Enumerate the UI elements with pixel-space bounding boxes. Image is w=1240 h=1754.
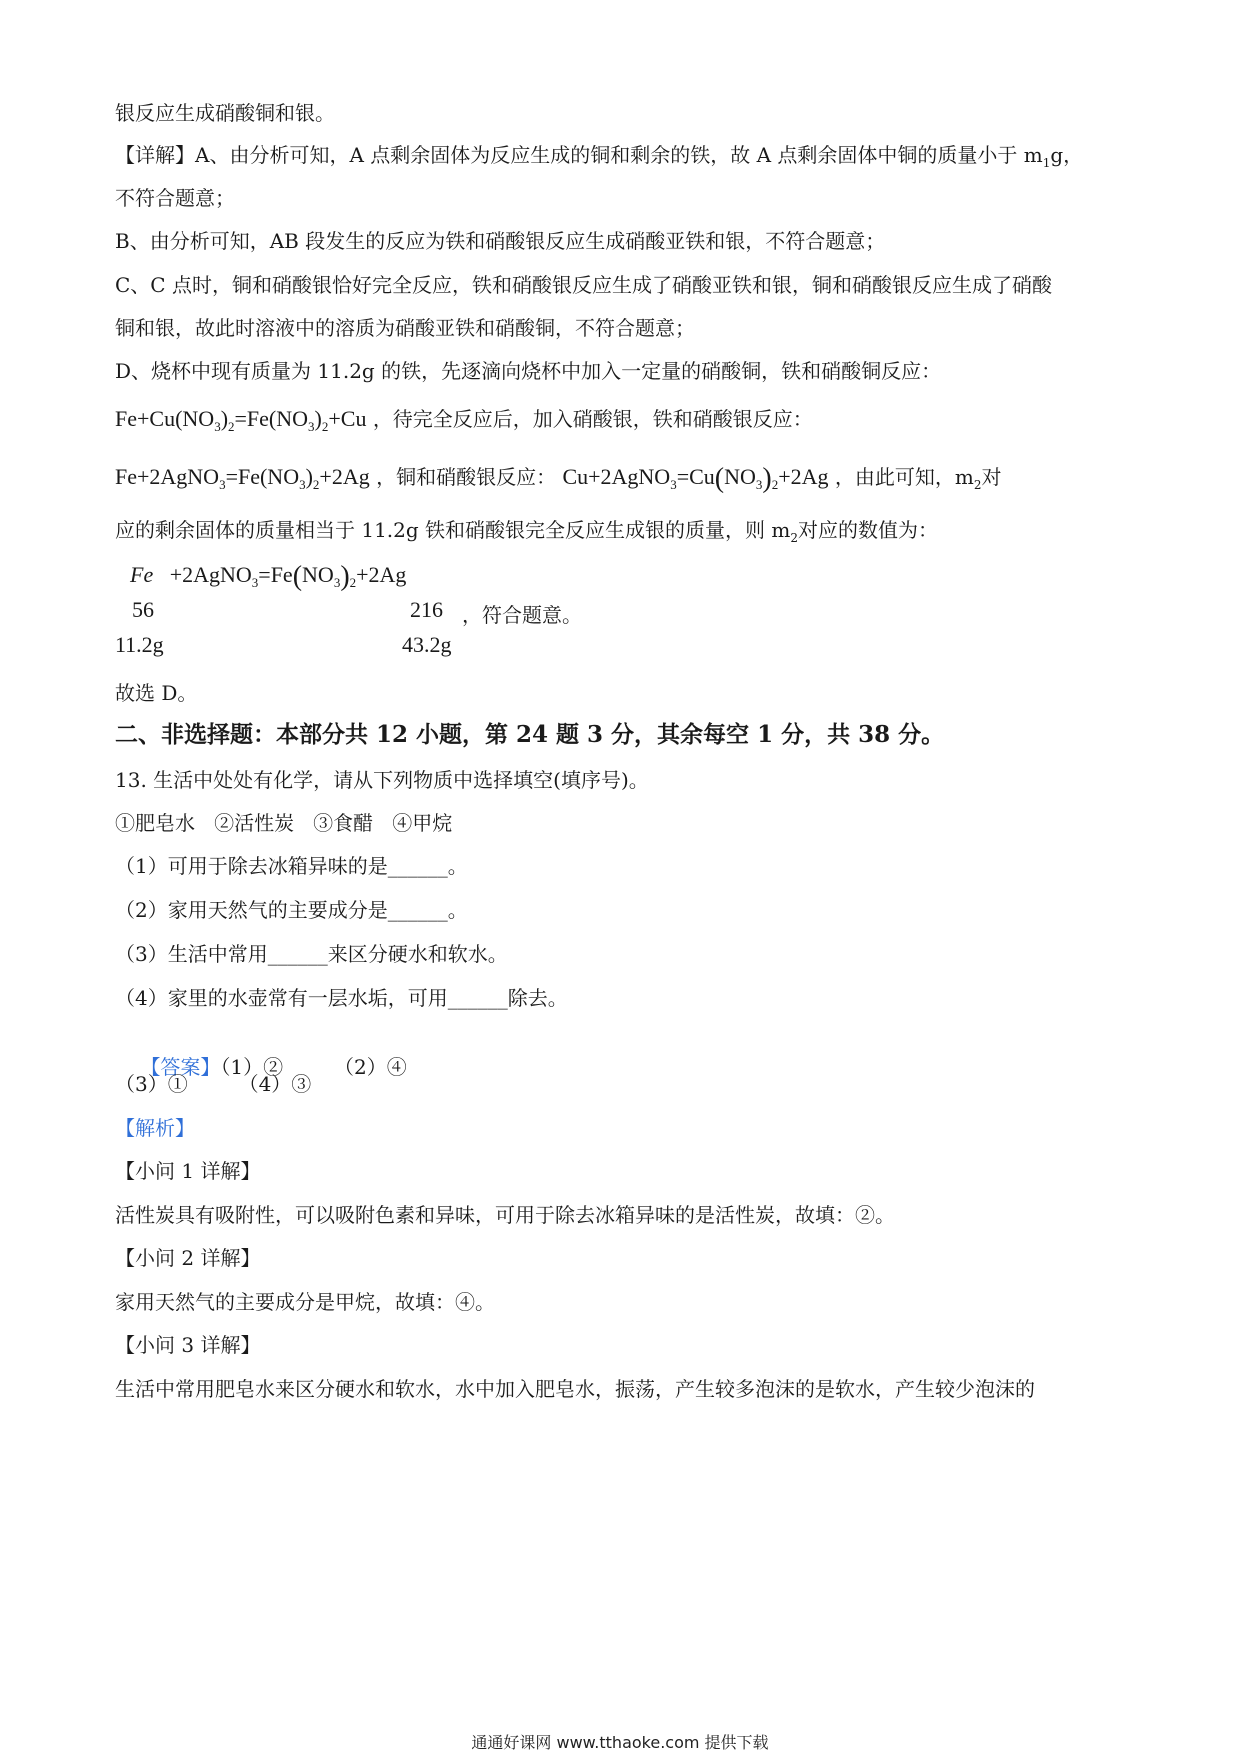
subscript: 2 [973, 478, 982, 492]
subscript: 2 [790, 531, 799, 545]
chemical-equation: $Cu+2AgNO_3=Cu(NO_3)_2+2Ag$ [562, 463, 829, 494]
text-line [115, 680, 197, 706]
section-heading: 二、非选择题：本部分共 12 小题，第 24 题 3 分，其余每空 1 分，共 38 分。 [115, 721, 945, 748]
question-part: （3）生活中常用______来区分硬水和软水。 [115, 942, 508, 966]
analysis-label: 【解析】 [115, 1116, 195, 1140]
calculation-equation: Fe $+2AgNO_3=Fe(NO_3)_2+2Ag$ [130, 561, 407, 592]
text-line [115, 315, 695, 341]
options-line: ①肥皂水 ②活性炭 ③食醋 ④甲烷 [115, 811, 453, 835]
text-run: g， [1050, 143, 1084, 167]
equation-line [115, 464, 1001, 498]
question-text: 13. 生活中处处有化学，请从下列物质中选择填空(填序号)。 [115, 768, 649, 792]
sub-heading: 【小问 3 详解】 [115, 1333, 261, 1357]
chemical-equation: $Fe+2AgNO_3=Fe(NO_3)_2+2Ag$ [115, 464, 370, 492]
text-run: D、烧杯中现有质量为 11.2g 的铁，先逐滴向烧杯中加入一定量的硝酸铜，铁和硝酸铜反应： [115, 359, 942, 383]
text-line [115, 517, 938, 551]
text-run: 不符合题意； [115, 186, 235, 210]
text-line [115, 228, 885, 254]
text-run: 应的剩余固体的质量相当于 11.2g 铁和硝酸银完全反应生成银的质量，则 m [115, 518, 791, 542]
text-line [115, 100, 335, 126]
text-run: 【详解】A、由分析可知，A 点剩余固体为反应生成的铜和剩余的铁，故 A 点剩余固体中铜的质量小于 m [115, 143, 1043, 167]
text-line: 生活中常用肥皂水来区分硬水和软水，水中加入肥皂水，振荡，产生较多泡沫的是软水，产生较少泡沫的 [115, 1377, 1035, 1401]
text-line: 活性炭具有吸附性，可以吸附色素和异味，可用于除去冰箱异味的是活性炭，故填：②。 [115, 1203, 895, 1227]
sub-heading: 【小问 1 详解】 [115, 1159, 261, 1183]
text-line [115, 142, 1083, 176]
text-run: B、由分析可知，AB 段发生的反应为铁和硝酸银反应生成硝酸亚铁和银，不符合题意； [115, 229, 886, 253]
question-part: （4）家里的水壶常有一层水垢，可用______除去。 [115, 986, 568, 1010]
text-run: 银反应生成硝酸铜和银。 [115, 101, 335, 125]
calc-comment: ，符合题意。 [462, 603, 582, 627]
sub-heading: 【小问 2 详解】 [115, 1246, 261, 1270]
question-part: （2）家用天然气的主要成分是______。 [115, 898, 468, 922]
text-run: ，铜和硝酸银反应： [376, 465, 557, 489]
answer-line: （3）① （4）③ [115, 1072, 312, 1096]
calc-value: 43.2g [402, 632, 452, 657]
calc-fe: Fe [130, 562, 154, 587]
calc-value: 11.2g [115, 632, 164, 657]
calc-value: 56 [132, 597, 154, 622]
text-run: C、C 点时，铜和硝酸银恰好完全反应，铁和硝酸银反应生成了硝酸亚铁和银，铜和硝酸银反应生成了硝酸 [115, 273, 1052, 297]
calc-value: 216 [410, 597, 443, 622]
answer-text: （1）② （2）④ [220, 1055, 407, 1079]
text-run: ，由此可知，m [834, 465, 974, 489]
chemical-equation: $Fe+Cu(NO_3)_2=Fe(NO_3)_2+Cu$ [115, 406, 367, 434]
text-run: 故选 D。 [115, 681, 198, 705]
text-line [115, 358, 941, 384]
text-line [115, 185, 235, 211]
text-line: 家用天然气的主要成分是甲烷，故填：④。 [115, 1290, 495, 1314]
text-run: 铜和银，故此时溶液中的溶质为硝酸亚铁和硝酸铜，不符合题意； [115, 316, 695, 340]
answer-label: 【答案】 [140, 1055, 221, 1079]
text-run: 对应的数值为： [798, 518, 939, 542]
question-part: （1）可用于除去冰箱异味的是______。 [115, 854, 468, 878]
text-run: 对 [981, 465, 1002, 489]
text-line [115, 272, 1052, 298]
equation-line [115, 406, 813, 440]
subscript: 1 [1042, 156, 1051, 170]
page-footer: 通通好课网 www.tthaoke.com 提供下载 [471, 1733, 769, 1752]
text-run: ，待完全反应后，加入硝酸银，铁和硝酸银反应： [372, 407, 813, 431]
